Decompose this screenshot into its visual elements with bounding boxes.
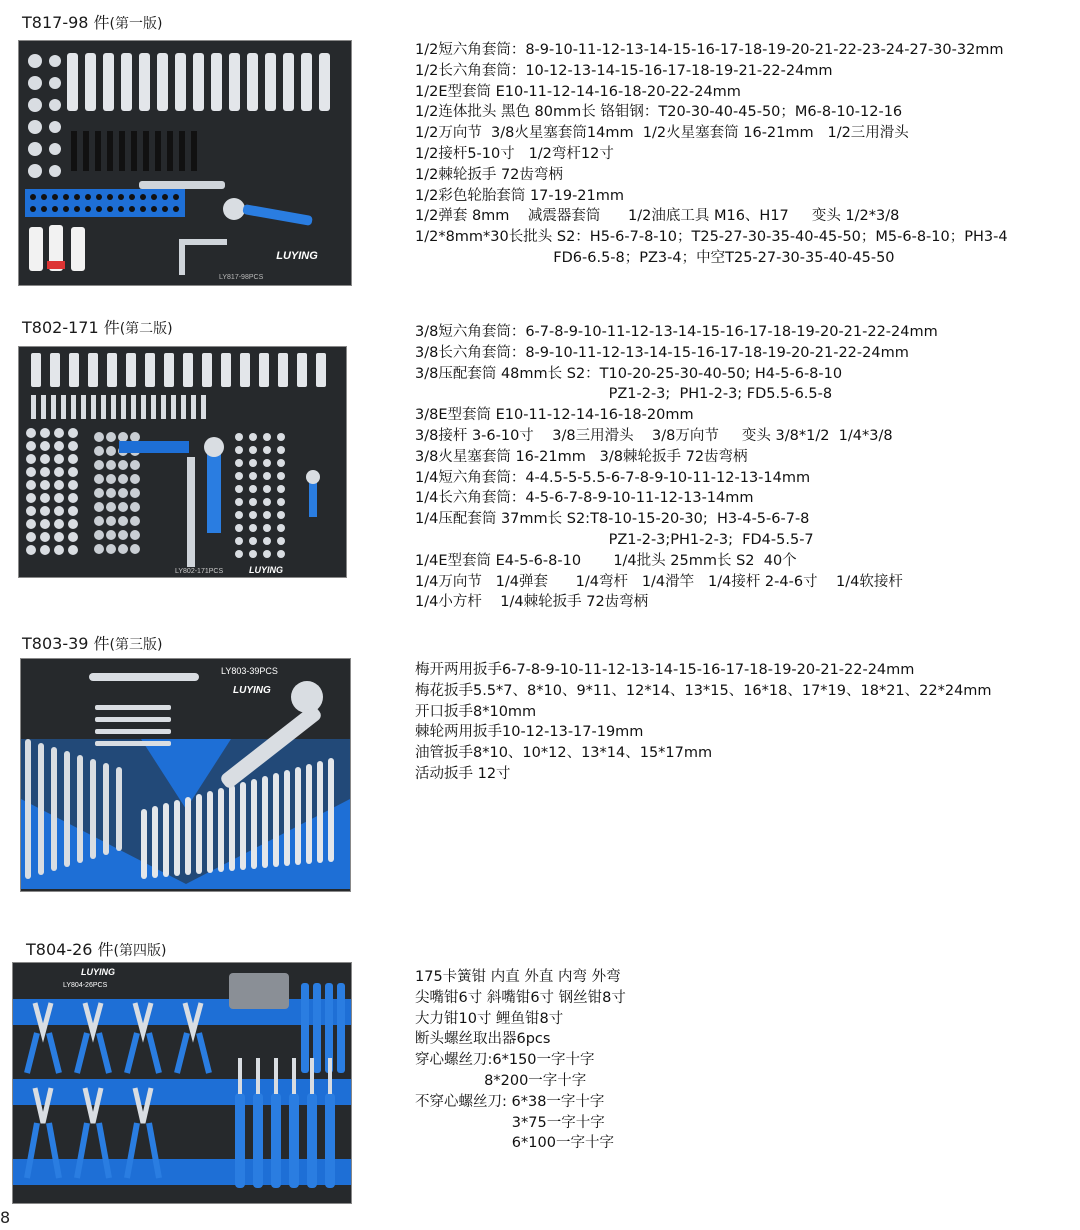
spec-line: 1/2接杆5-10寸 1/2弯杆12寸 <box>415 145 614 162</box>
spec-line: 活动扳手 12寸 <box>415 765 511 782</box>
spec-list <box>415 660 992 785</box>
section-title <box>26 940 166 961</box>
page-number: 8 <box>0 1208 11 1227</box>
spec-line: 不穿心螺丝刀: 6*38一字十字 <box>415 1093 605 1110</box>
tool-tray-photo <box>20 658 351 892</box>
set-code: T802-171 件 <box>22 318 120 337</box>
spec-line: FD6-6.5-8；PZ3-4；中空T25-27-30-35-40-45-50 <box>415 249 895 266</box>
spec-line: 棘轮两用扳手10-12-13-17-19mm <box>415 724 644 741</box>
spec-line: 1/2*8mm*30长批头 S2：H5-6-7-8-10；T25-27-30-35-40-45-50；M5-6-8-10；PH3-4 <box>415 229 1008 246</box>
spec-line: 梅花扳手5.5*7、8*10、9*11、12*14、13*15、16*18、17*19、18*21、22*24mm <box>415 682 992 699</box>
spec-line: 3/8E型套筒 E10-11-12-14-16-18-20mm <box>415 407 694 424</box>
tray-brand: LUYING <box>81 967 116 977</box>
spec-line: 1/4万向节 1/4弹套 1/4弯杆 1/4滑竿 1/4接杆 2-4-6寸 1/4软接杆 <box>415 573 903 590</box>
spec-line: 175卡簧钳 内直 外直 内弯 外弯 <box>415 969 621 985</box>
spec-line: 断头螺丝取出器6pcs <box>415 1031 551 1048</box>
spec-line: 梅开两用扳手6-7-8-9-10-11-12-13-14-15-16-17-18-19-20-21-22-24mm <box>415 662 915 678</box>
set-edition: (第三版) <box>109 637 163 653</box>
spec-line: 穿心螺丝刀:6*150一字十字 <box>415 1052 595 1069</box>
spec-list <box>415 967 626 1154</box>
spec-line: 1/4短六角套筒：4-4.5-5-5.5-6-7-8-9-10-11-12-13-14mm <box>415 469 811 486</box>
spec-list <box>415 322 938 613</box>
spec-line: 1/2E型套筒 E10-11-12-14-16-18-20-22-24mm <box>415 83 741 100</box>
spec-line: 1/4E型套筒 E4-5-6-8-10 1/4批头 25mm长 S2 40个 <box>415 552 797 569</box>
spec-line: 尖嘴钳6寸 斜嘴钳6寸 钢丝钳8寸 <box>415 989 626 1006</box>
tray-brand: LUYING <box>249 565 284 575</box>
tray-illustration <box>13 963 351 1203</box>
spec-line: 大力钳10寸 鲤鱼钳8寸 <box>415 1010 564 1027</box>
spec-line: 1/2弹套 8mm 减震器套筒 1/2油底工具 M16、H17 变头 1/2*3/8 <box>415 208 900 225</box>
tray-label: LY803-39PCS <box>221 666 278 676</box>
spec-line: 3/8火星塞套筒 16-21mm 3/8棘轮扳手 72齿弯柄 <box>415 448 748 465</box>
spec-line: 1/4压配套筒 37mm长 S2:T8-10-15-20-30; H3-4-5-6-7-8 <box>415 511 810 528</box>
spec-line: 6*100一字十字 <box>415 1135 614 1152</box>
section-title <box>22 634 162 655</box>
spec-line: 1/2连体批头 黑色 80mm长 铬钼钢：T20-30-40-45-50；M6-8-10-12-16 <box>415 104 903 121</box>
spec-line: 1/2短六角套筒：8-9-10-11-12-13-14-15-16-17-18-19-20-21-22-23-24-27-30-32mm <box>415 42 1004 58</box>
spec-line: 1/2棘轮扳手 72齿弯柄 <box>415 166 563 183</box>
spec-line: 3/8压配套筒 48mm长 S2：T10-20-25-30-40-50; H4-5-6-8-10 <box>415 365 843 382</box>
set-edition: (第一版) <box>109 16 163 32</box>
set-code: T803-39 件 <box>22 634 110 653</box>
tray-brand: LUYING <box>276 250 318 262</box>
spec-line: 3/8长六角套筒：8-9-10-11-12-13-14-15-16-17-18-19-20-21-22-24mm <box>415 344 909 361</box>
spec-line: 1/2长六角套筒：10-12-13-14-15-16-17-18-19-21-22-24mm <box>415 62 833 79</box>
spec-line: 1/2彩色轮胎套筒 17-19-21mm <box>415 187 625 204</box>
tray-label: LY804-26PCS <box>63 982 108 989</box>
tray-brand: LUYING <box>233 685 271 696</box>
spec-line: 开口扳手8*10mm <box>415 703 537 720</box>
section-title <box>22 318 173 339</box>
tray-illustration <box>19 41 351 285</box>
spec-line: PZ1-2-3; PH1-2-3; FD5.5-6.5-8 <box>415 386 833 403</box>
section-title <box>22 13 162 34</box>
tool-tray-photo <box>12 962 352 1204</box>
tool-tray-photo <box>18 40 352 286</box>
set-code: T804-26 件 <box>26 940 114 959</box>
spec-line: 3/8接杆 3-6-10寸 3/8三用滑头 3/8万向节 变头 3/8*1/2 1/4*3/8 <box>415 427 893 444</box>
tray-illustration <box>21 659 350 891</box>
spec-list <box>415 40 1008 269</box>
tool-tray-photo <box>18 346 347 578</box>
spec-line: 油管扳手8*10、10*12、13*14、15*17mm <box>415 745 713 762</box>
spec-line: PZ1-2-3;PH1-2-3; FD4-5.5-7 <box>415 531 814 548</box>
spec-line: 1/2万向节 3/8火星塞套筒14mm 1/2火星塞套筒 16-21mm 1/2三用滑头 <box>415 125 909 142</box>
set-edition: (第四版) <box>113 943 167 959</box>
tray-label: LY802-171PCS <box>175 568 224 575</box>
tray-illustration <box>19 347 346 577</box>
tray-label: LY817-98PCS <box>219 274 264 281</box>
spec-line: 1/4小方杆 1/4棘轮扳手 72齿弯柄 <box>415 594 649 611</box>
set-code: T817-98 件 <box>22 13 110 32</box>
spec-line: 1/4长六角套筒：4-5-6-7-8-9-10-11-12-13-14mm <box>415 490 754 507</box>
spec-line: 3/8短六角套筒：6-7-8-9-10-11-12-13-14-15-16-17-18-19-20-21-22-24mm <box>415 324 938 340</box>
set-edition: (第二版) <box>119 321 173 337</box>
spec-line: 8*200一字十字 <box>415 1072 587 1089</box>
spec-line: 3*75一字十字 <box>415 1114 605 1131</box>
